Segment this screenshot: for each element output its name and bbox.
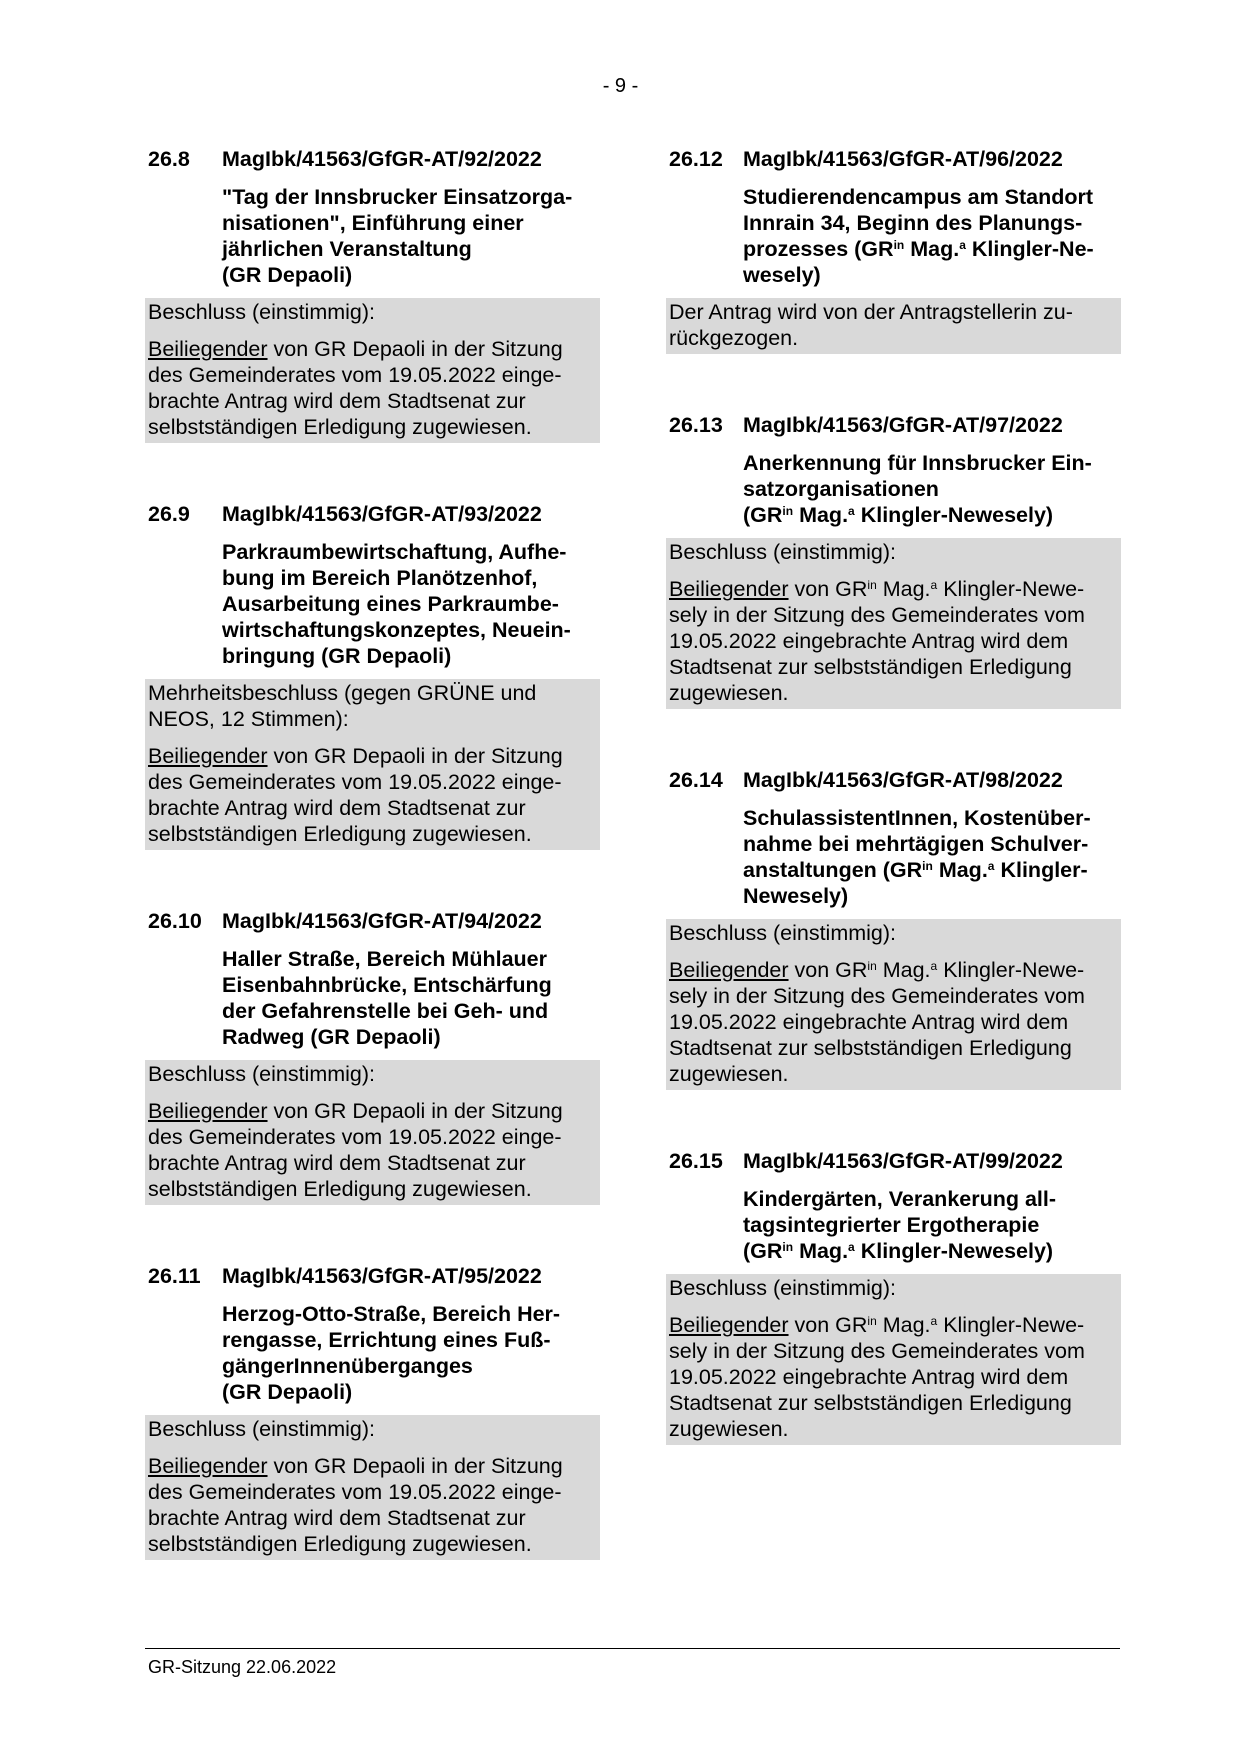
title-part: Mag. <box>932 858 988 882</box>
title-line: Innrain 34, Beginn des Planungs- <box>743 211 1083 235</box>
title-line: der Gefahrenstelle bei Geh- und <box>222 999 549 1023</box>
superscript: in <box>893 238 905 252</box>
decision-box <box>145 1060 600 1205</box>
decision-text-line: des Gemeinderates vom 19.05.2022 einge- <box>148 770 562 794</box>
text-part: Klingler-Newe- <box>937 1313 1085 1337</box>
item-heading <box>666 146 1121 172</box>
text-part: von GR <box>788 1313 868 1337</box>
title-line: tagsintegrierter Ergotherapie <box>743 1213 1040 1237</box>
superscript: a <box>848 1240 855 1254</box>
title-line: (GR Depaoli) <box>222 1380 353 1404</box>
title-line: Radweg (GR Depaoli) <box>222 1025 441 1049</box>
item-title <box>743 450 1121 528</box>
superscript: in <box>867 1314 877 1328</box>
title-line: Ausarbeitung eines Parkraumbe- <box>222 592 559 616</box>
item-number: 26.10 <box>148 909 202 933</box>
decision-label <box>148 299 596 325</box>
decision-box <box>666 538 1121 709</box>
underlined-word: Beiliegender <box>148 744 268 768</box>
superscript: in <box>867 959 877 973</box>
agenda-item-26-10 <box>145 908 600 1205</box>
text-part: Klingler-Newe- <box>937 577 1085 601</box>
item-code: MagIbk/41563/GfGR-AT/92/2022 <box>222 147 542 171</box>
item-heading <box>666 767 1121 793</box>
item-number: 26.15 <box>669 1149 723 1173</box>
decision-box <box>666 1274 1121 1445</box>
item-number: 26.13 <box>669 413 723 437</box>
item-heading <box>145 146 600 172</box>
text-rest: von GR Depaoli in der Sitzung <box>267 744 563 768</box>
title-line: Kindergärten, Verankerung all- <box>743 1187 1057 1211</box>
title-line: satzorganisationen <box>743 477 939 501</box>
item-number: 26.14 <box>669 768 723 792</box>
decision-text-line: Stadtsenat zur selbstständigen Erledigung <box>669 1391 1072 1415</box>
title-line: Newesely) <box>743 884 849 908</box>
item-number: 26.12 <box>669 147 723 171</box>
decision-line: Beschluss (einstimmig): <box>148 1417 375 1441</box>
item-code: MagIbk/41563/GfGR-AT/96/2022 <box>743 147 1063 171</box>
title-line: Parkraumbewirtschaftung, Aufhe- <box>222 540 567 564</box>
underlined-word: Beiliegender <box>148 1454 268 1478</box>
underlined-word: Beiliegender <box>148 337 268 361</box>
superscript: a <box>930 578 938 592</box>
item-title <box>222 184 600 288</box>
decision-line: Beschluss (einstimmig): <box>669 1276 896 1300</box>
agenda-item-26-9 <box>145 501 600 850</box>
title-part: Mag. <box>793 1239 849 1263</box>
decision-text-line <box>148 743 596 769</box>
superscript: in <box>922 859 933 873</box>
title-line <box>743 857 1121 883</box>
item-number: 26.11 <box>148 1264 201 1288</box>
decision-text-line: des Gemeinderates vom 19.05.2022 einge- <box>148 363 562 387</box>
decision-text-line <box>669 576 1117 602</box>
title-part: Mag. <box>904 237 960 261</box>
decision-text-line: rückgezogen. <box>669 326 799 350</box>
superscript: a <box>987 859 995 873</box>
decision-text-line: sely in der Sitzung des Gemeinderates vom <box>669 1339 1085 1363</box>
decision-text-line: zugewiesen. <box>669 681 789 705</box>
title-line: bung im Bereich Planötzenhof, <box>222 566 538 590</box>
item-heading <box>145 1263 600 1289</box>
text-part: Mag. <box>876 1313 931 1337</box>
decision-text-line: zugewiesen. <box>669 1417 789 1441</box>
decision-text-line: selbstständigen Erledigung zugewiesen. <box>148 1177 532 1201</box>
decision-text-line: brachte Antrag wird dem Stadtsenat zur <box>148 389 526 413</box>
agenda-item-26-14 <box>666 767 1121 1090</box>
decision-text-line: 19.05.2022 eingebrachte Antrag wird dem <box>669 1010 1069 1034</box>
title-line: "Tag der Innsbrucker Einsatzorga- <box>222 185 573 209</box>
decision-label <box>669 539 1117 565</box>
decision-text-line: brachte Antrag wird dem Stadtsenat zur <box>148 1151 526 1175</box>
decision-label <box>148 680 596 732</box>
item-title <box>222 539 600 669</box>
title-part: anstaltungen (GR <box>743 858 923 882</box>
decision-line: Beschluss (einstimmig): <box>669 921 896 945</box>
agenda-item-26-13 <box>666 412 1121 709</box>
decision-text-line: sely in der Sitzung des Gemeinderates vom <box>669 603 1085 627</box>
title-part: Mag. <box>793 503 849 527</box>
agenda-item-26-11 <box>145 1263 600 1560</box>
decision-text-line: selbstständigen Erledigung zugewiesen. <box>148 822 532 846</box>
item-heading <box>666 1148 1121 1174</box>
decision-label <box>669 1275 1117 1301</box>
decision-text-line: brachte Antrag wird dem Stadtsenat zur <box>148 1506 526 1530</box>
decision-line: Beschluss (einstimmig): <box>669 540 896 564</box>
title-line: Herzog-Otto-Straße, Bereich Her- <box>222 1302 561 1326</box>
text-part: von GR <box>788 958 868 982</box>
decision-text-line: des Gemeinderates vom 19.05.2022 einge- <box>148 1480 562 1504</box>
decision-text-line <box>148 1098 596 1124</box>
underlined-word: Beiliegender <box>669 958 789 982</box>
title-line: Studierendencampus am Standort <box>743 185 1094 209</box>
item-title <box>743 184 1121 288</box>
superscript: in <box>867 578 877 592</box>
title-line: nahme bei mehrtägigen Schulver- <box>743 832 1089 856</box>
decision-line: Beschluss (einstimmig): <box>148 1062 375 1086</box>
text-rest: von GR Depaoli in der Sitzung <box>267 337 563 361</box>
decision-text-line: Stadtsenat zur selbstständigen Erledigung <box>669 655 1072 679</box>
footer-divider <box>145 1648 1120 1649</box>
title-part: prozesses (GR <box>743 237 894 261</box>
title-line <box>743 1238 1121 1264</box>
item-code: MagIbk/41563/GfGR-AT/98/2022 <box>743 768 1063 792</box>
title-line <box>743 502 1121 528</box>
decision-text-line: selbstständigen Erledigung zugewiesen. <box>148 415 532 439</box>
item-code: MagIbk/41563/GfGR-AT/93/2022 <box>222 502 542 526</box>
decision-line: Mehrheitsbeschluss (gegen GRÜNE und <box>148 681 537 705</box>
item-title <box>222 1301 600 1405</box>
decision-text-line <box>669 1312 1117 1338</box>
item-title <box>222 946 600 1050</box>
text-part: Mag. <box>876 577 931 601</box>
superscript: a <box>930 959 938 973</box>
item-title <box>743 1186 1121 1264</box>
decision-line: NEOS, 12 Stimmen): <box>148 707 349 731</box>
decision-line: Beschluss (einstimmig): <box>148 300 375 324</box>
title-line: nisationen", Einführung einer <box>222 211 524 235</box>
decision-text-line <box>148 336 596 362</box>
title-line: rengasse, Errichtung eines Fuß- <box>222 1328 551 1352</box>
item-code: MagIbk/41563/GfGR-AT/95/2022 <box>222 1264 542 1288</box>
title-part: (GR <box>743 1239 783 1263</box>
title-part: Klingler-Newesely) <box>854 503 1054 527</box>
decision-box <box>145 679 600 850</box>
title-line: Eisenbahnbrücke, Entschärfung <box>222 973 552 997</box>
item-code: MagIbk/41563/GfGR-AT/94/2022 <box>222 909 542 933</box>
title-line <box>743 236 1121 262</box>
superscript: in <box>782 504 794 518</box>
text-part: Mag. <box>876 958 931 982</box>
decision-box <box>666 298 1121 354</box>
decision-text-line: zugewiesen. <box>669 1062 789 1086</box>
decision-text-line <box>669 957 1117 983</box>
superscript: a <box>930 1314 938 1328</box>
title-part: Klingler- <box>994 858 1088 882</box>
right-column <box>666 146 1121 1503</box>
item-number: 26.9 <box>148 502 190 526</box>
superscript: a <box>848 504 855 518</box>
underlined-word: Beiliegender <box>669 577 789 601</box>
item-number: 26.8 <box>148 147 190 171</box>
title-part: Klingler-Ne- <box>965 237 1094 261</box>
decision-text-line: 19.05.2022 eingebrachte Antrag wird dem <box>669 629 1069 653</box>
decision-text-line: brachte Antrag wird dem Stadtsenat zur <box>148 796 526 820</box>
title-line: wesely) <box>743 263 821 287</box>
footer-text: GR-Sitzung 22.06.2022 <box>148 1657 337 1677</box>
decision-text-line <box>148 1453 596 1479</box>
decision-text-line: sely in der Sitzung des Gemeinderates vom <box>669 984 1085 1008</box>
title-line: wirtschaftungskonzeptes, Neuein- <box>222 618 571 642</box>
decision-box <box>145 1415 600 1560</box>
title-line: SchulassistentInnen, Kostenüber- <box>743 806 1091 830</box>
item-title <box>743 805 1121 909</box>
superscript: a <box>959 238 966 252</box>
text-rest: von GR Depaoli in der Sitzung <box>267 1099 563 1123</box>
decision-box <box>145 298 600 443</box>
title-line: (GR Depaoli) <box>222 263 353 287</box>
item-heading <box>145 908 600 934</box>
decision-text-line: Stadtsenat zur selbstständigen Erledigung <box>669 1036 1072 1060</box>
agenda-item-26-15 <box>666 1148 1121 1445</box>
agenda-item-26-8 <box>145 146 600 443</box>
title-line: jährlichen Veranstaltung <box>222 237 472 261</box>
decision-text-line: selbstständigen Erledigung zugewiesen. <box>148 1532 532 1556</box>
text-rest: von GR Depaoli in der Sitzung <box>267 1454 563 1478</box>
title-line: gängerInnenüberganges <box>222 1354 473 1378</box>
title-part: (GR <box>743 503 783 527</box>
text-part: Klingler-Newe- <box>937 958 1085 982</box>
underlined-word: Beiliegender <box>148 1099 268 1123</box>
page-number: - 9 - <box>602 75 639 97</box>
decision-text-line: Der Antrag wird von der Antragstellerin zu- <box>669 300 1073 324</box>
decision-text-line: 19.05.2022 eingebrachte Antrag wird dem <box>669 1365 1069 1389</box>
underlined-word: Beiliegender <box>669 1313 789 1337</box>
decision-text-line: des Gemeinderates vom 19.05.2022 einge- <box>148 1125 562 1149</box>
item-code: MagIbk/41563/GfGR-AT/97/2022 <box>743 413 1063 437</box>
left-column <box>145 146 600 1618</box>
title-line: Haller Straße, Bereich Mühlauer <box>222 947 547 971</box>
text-part: von GR <box>788 577 868 601</box>
title-part: Klingler-Newesely) <box>854 1239 1054 1263</box>
decision-box <box>666 919 1121 1090</box>
decision-label <box>148 1416 596 1442</box>
superscript: in <box>782 1240 794 1254</box>
item-heading <box>666 412 1121 438</box>
decision-label <box>148 1061 596 1087</box>
item-code: MagIbk/41563/GfGR-AT/99/2022 <box>743 1149 1063 1173</box>
title-line: bringung (GR Depaoli) <box>222 644 452 668</box>
title-line: Anerkennung für Innsbrucker Ein- <box>743 451 1092 475</box>
decision-label <box>669 920 1117 946</box>
agenda-item-26-12 <box>666 146 1121 354</box>
item-heading <box>145 501 600 527</box>
